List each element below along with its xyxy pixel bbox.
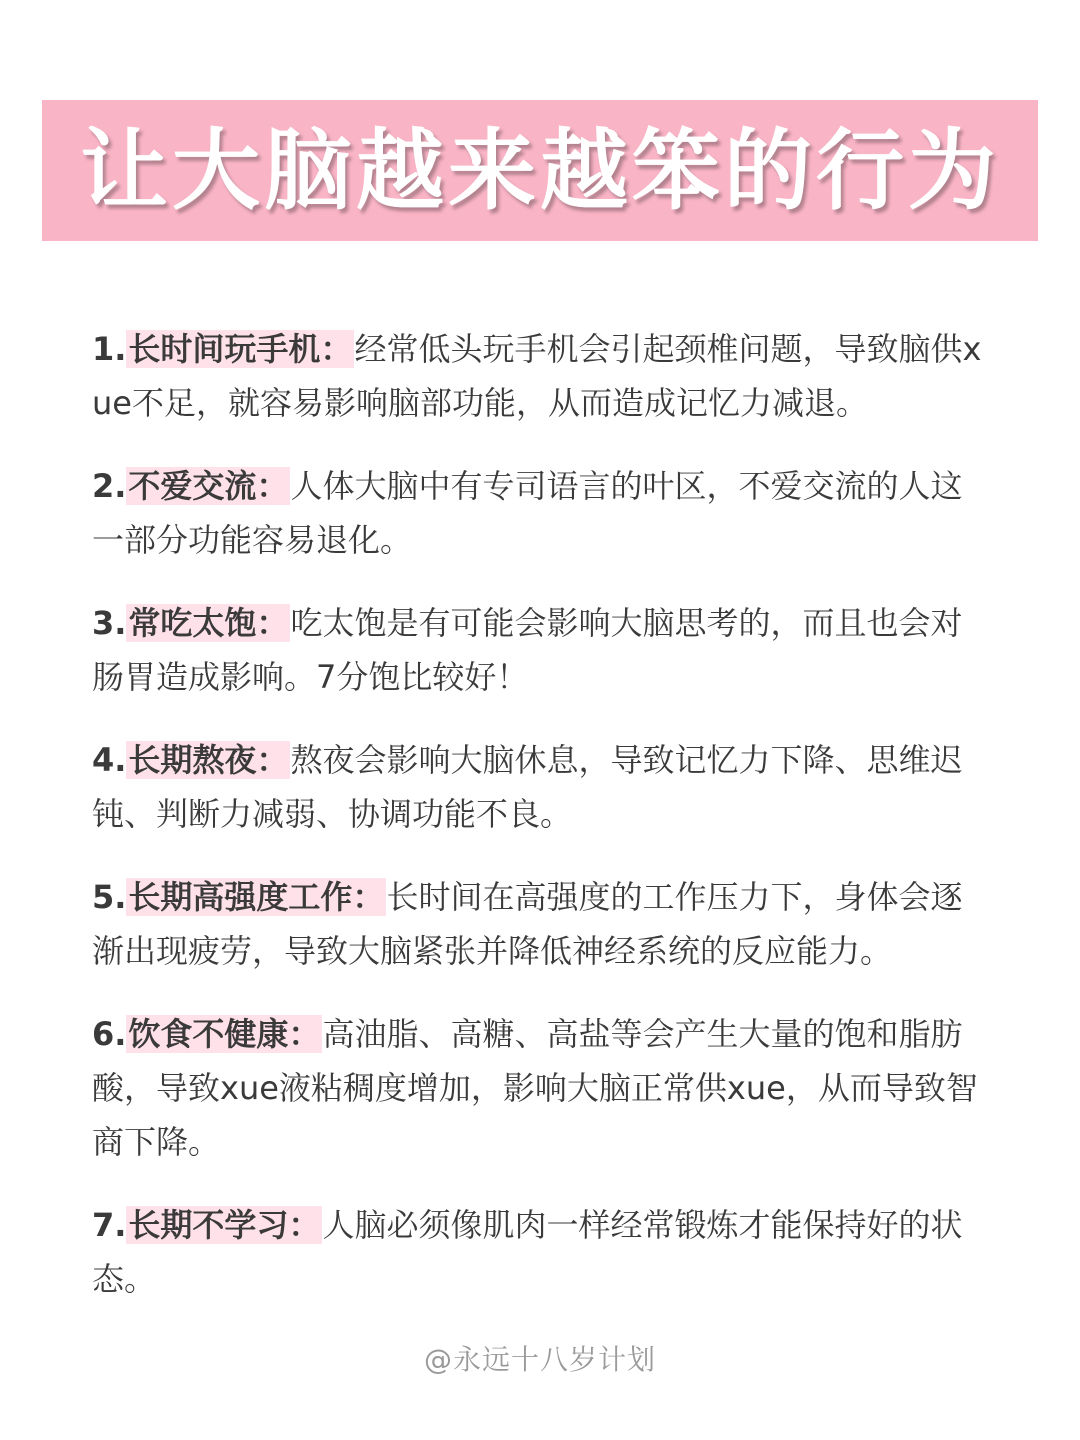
item-description: 吃太饱是有可能会影响大脑思考的，而且也会对肠胃造成影响。7分饱比较好！ (92, 604, 963, 696)
item-number: 7. (92, 1206, 127, 1244)
item-number: 1. (92, 330, 127, 368)
item-number: 6. (92, 1015, 127, 1053)
item-number: 5. (92, 878, 127, 916)
list-item (92, 596, 992, 704)
item-term: 常吃太饱： (128, 604, 289, 642)
item-term: 饮食不健康： (128, 1015, 321, 1053)
item-description: 人体大脑中有专司语言的叶区，不爱交流的人这一部分功能容易退化。 (92, 467, 963, 559)
author-credit: @永远十八岁计划 (423, 1343, 656, 1376)
item-description: 人脑必须像肌肉一样经常锻炼才能保持好的状态。 (92, 1206, 963, 1298)
list-item (92, 1007, 992, 1169)
item-description: 长时间在高强度的工作压力下，身体会逐渐出现疲劳，导致大脑紧张并降低神经系统的反应能力。 (92, 878, 963, 970)
item-description: 经常低头玩手机会引起颈椎问题，导致脑供xue不足，就容易影响脑部功能，从而造成记忆力减退。 (92, 330, 982, 422)
item-number: 3. (92, 604, 127, 642)
item-term: 长期不学习： (128, 1206, 321, 1244)
list-item (92, 1198, 992, 1306)
list-item (92, 322, 992, 430)
list-item (92, 733, 992, 841)
item-term: 长时间玩手机： (128, 330, 353, 368)
item-number: 4. (92, 741, 127, 779)
item-number: 2. (92, 467, 127, 505)
list-item (92, 870, 992, 978)
item-description: 熬夜会影响大脑休息，导致记忆力下降、思维迟钝、判断力减弱、协调功能不良。 (92, 741, 963, 833)
item-description: 高油脂、高糖、高盐等会产生大量的饱和脂肪酸，导致xue液粘稠度增加，影响大脑正常供xue，从而导致智商下降。 (92, 1015, 978, 1161)
page-title: 让大脑越来越笨的行为 (79, 118, 1000, 222)
item-list (92, 322, 992, 1306)
list-item (92, 459, 992, 567)
item-term: 长期高强度工作： (128, 878, 385, 916)
item-term: 长期熬夜： (128, 741, 289, 779)
title-banner (42, 100, 1038, 241)
item-term: 不爱交流： (128, 467, 289, 505)
